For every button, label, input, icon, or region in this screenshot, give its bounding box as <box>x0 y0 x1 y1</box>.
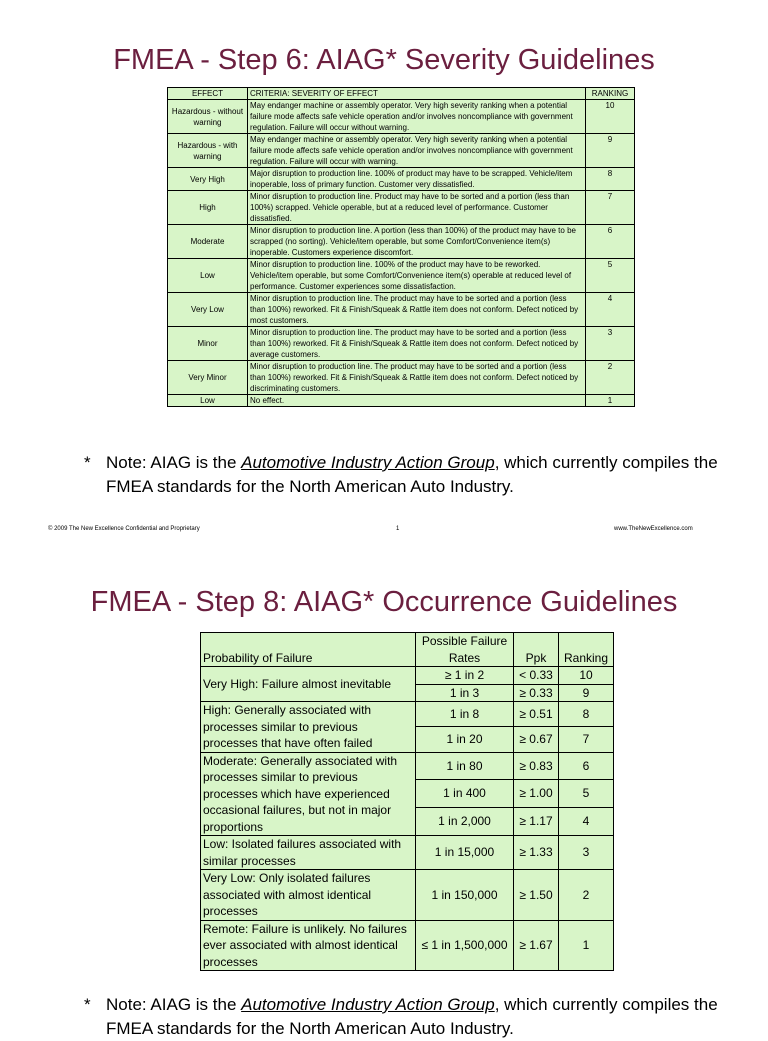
ranking-header: RANKING <box>586 88 635 100</box>
failure-rate-cell: 1 in 80 <box>416 752 514 780</box>
ranking-cell: 4 <box>586 293 635 327</box>
criteria-cell: Minor disruption to production line. The product may have to be sorted and a portion (less than 100%) reworked. Fit & Finish/Squeak & Rattle item does not conform. Defect noticed by discriminating customers. <box>248 361 586 395</box>
failure-rate-cell: 1 in 8 <box>416 702 514 727</box>
criteria-header: CRITERIA: SEVERITY OF EFFECT <box>248 88 586 100</box>
footer-copyright: © 2009 The New Excellence Confidential and Proprietary <box>48 526 200 532</box>
failure-rates-header: Possible Failure Rates <box>416 633 514 667</box>
effect-header: EFFECT <box>168 88 248 100</box>
occurrence-ranking-cell: 6 <box>559 752 614 780</box>
ppk-cell: ≥ 1.50 <box>514 870 559 921</box>
effect-cell: Hazardous - without warning <box>168 100 248 134</box>
occurrence-row <box>201 702 614 727</box>
severity-row <box>168 395 635 407</box>
failure-rate-cell: ≥ 1 in 2 <box>416 667 514 685</box>
failure-rate-cell: 1 in 3 <box>416 684 514 702</box>
probability-header: Probability of Failure <box>201 633 416 667</box>
criteria-cell: Minor disruption to production line. Product may have to be sorted and a portion (less than 100%) scrapped. Vehicle operable, but at a reduced level of performance. Customer dissatisfied. <box>248 191 586 225</box>
probability-cell: Remote: Failure is unlikely. No failures ever associated with almost identical processes <box>201 920 416 971</box>
aiag-link[interactable]: Automotive Industry Action Group <box>241 453 495 472</box>
probability-cell: Moderate: Generally associated with processes similar to previous processes which have experienced occasional failures, but not in major proportions <box>201 752 416 836</box>
occurrence-ranking-cell: 8 <box>559 702 614 727</box>
criteria-cell: May endanger machine or assembly operator. Very high severity ranking when a potential failure mode affects safe vehicle operation and/or involves noncompliance with government regulation. Failure will occur without warning. <box>248 100 586 134</box>
severity-row <box>168 225 635 259</box>
severity-row <box>168 327 635 361</box>
ranking-cell: 7 <box>586 191 635 225</box>
criteria-cell: Major disruption to production line. 100% of product may have to be scrapped. Vehicle/item inoperable, loss of primary function. Customer very dissatisfied. <box>248 168 586 191</box>
note-suffix: , which currently compiles the FMEA standards for the North American Auto Industry. <box>106 453 718 496</box>
effect-cell: Hazardous - with warning <box>168 134 248 168</box>
ppk-cell: ≥ 0.33 <box>514 684 559 702</box>
occurrence-ranking-cell: 9 <box>559 684 614 702</box>
effect-cell: Minor <box>168 327 248 361</box>
failure-rate-cell: 1 in 2,000 <box>416 808 514 836</box>
severity-row <box>168 361 635 395</box>
failure-rate-cell: 1 in 150,000 <box>416 870 514 921</box>
probability-cell: Low: Isolated failures associated with similar processes <box>201 836 416 870</box>
criteria-cell: May endanger machine or assembly operator. Very high severity ranking when a potential failure mode affects safe vehicle operation and/or involves noncompliance with government regulation. Failure will occur with warning. <box>248 134 586 168</box>
ppk-cell: ≥ 1.17 <box>514 808 559 836</box>
occurrence-row <box>201 667 614 685</box>
ranking-cell: 2 <box>586 361 635 395</box>
footer-website[interactable]: www.TheNewExcellence.com <box>614 526 693 532</box>
severity-slide-title: FMEA - Step 6: AIAG* Severity Guidelines <box>113 44 655 76</box>
failure-rate-cell: 1 in 15,000 <box>416 836 514 870</box>
ranking-cell: 5 <box>586 259 635 293</box>
effect-cell: Very Minor <box>168 361 248 395</box>
ppk-cell: ≥ 0.51 <box>514 702 559 727</box>
note-asterisk: * <box>84 453 91 472</box>
note-asterisk: * <box>84 995 91 1014</box>
severity-row <box>168 134 635 168</box>
criteria-cell: Minor disruption to production line. The product may have to be sorted and a portion (less than 100%) reworked. Fit & Finish/Squeak & Rattle item does not conform. Defect noticed by most customers. <box>248 293 586 327</box>
occurrence-ranking-cell: 10 <box>559 667 614 685</box>
severity-row <box>168 191 635 225</box>
ppk-cell: < 0.33 <box>514 667 559 685</box>
ppk-cell: ≥ 1.33 <box>514 836 559 870</box>
ranking-cell: 3 <box>586 327 635 361</box>
note-prefix: Note: AIAG is the <box>106 453 242 472</box>
severity-table <box>167 87 635 407</box>
ranking-cell: 6 <box>586 225 635 259</box>
effect-cell: Very Low <box>168 293 248 327</box>
occurrence-ranking-cell: 3 <box>559 836 614 870</box>
ranking-cell: 9 <box>586 134 635 168</box>
criteria-cell: Minor disruption to production line. 100% of the product may have to be reworked. Vehicle/item operable, but some Comfort/Convenience item(s) operable at reduced level of performance. Customer experiences some dissatisfaction. <box>248 259 586 293</box>
effect-cell: High <box>168 191 248 225</box>
severity-row <box>168 100 635 134</box>
probability-cell: Very High: Failure almost inevitable <box>201 667 416 702</box>
severity-row <box>168 259 635 293</box>
note-suffix: , which currently compiles the FMEA standards for the North American Auto Industry. <box>106 995 718 1038</box>
note-prefix: Note: AIAG is the <box>106 995 242 1014</box>
failure-rate-cell: 1 in 400 <box>416 780 514 808</box>
effect-cell: Low <box>168 259 248 293</box>
occurrence-ranking-cell: 5 <box>559 780 614 808</box>
ppk-cell: ≥ 1.00 <box>514 780 559 808</box>
severity-row <box>168 293 635 327</box>
occurrence-row <box>201 752 614 780</box>
severity-note <box>84 451 744 499</box>
ranking-cell: 1 <box>586 395 635 407</box>
probability-cell: High: Generally associated with processes similar to previous processes that have often failed <box>201 702 416 753</box>
effect-cell: Low <box>168 395 248 407</box>
criteria-cell: Minor disruption to production line. A portion (less than 100%) of the product may have to be scrapped (no sorting). Vehicle/item operable, but some Comfort/Convenience item(s) inoperable. Customers experience discomfort. <box>248 225 586 259</box>
occurrence-ranking-cell: 2 <box>559 870 614 921</box>
ppk-cell: ≥ 1.67 <box>514 920 559 971</box>
effect-cell: Moderate <box>168 225 248 259</box>
occurrence-row <box>201 836 614 870</box>
ppk-header: Ppk <box>514 633 559 667</box>
occurrence-ranking-cell: 1 <box>559 920 614 971</box>
footer-page-number: 1 <box>396 526 400 532</box>
occurrence-header-row <box>201 633 614 667</box>
occurrence-table <box>200 632 614 971</box>
occurrence-ranking-cell: 7 <box>559 727 614 752</box>
occurrence-note <box>84 993 744 1041</box>
occurrence-row <box>201 870 614 921</box>
severity-row <box>168 168 635 191</box>
ranking-cell: 8 <box>586 168 635 191</box>
criteria-cell: No effect. <box>248 395 586 407</box>
aiag-link[interactable]: Automotive Industry Action Group <box>241 995 495 1014</box>
criteria-cell: Minor disruption to production line. The product may have to be sorted and a portion (less than 100%) reworked. Fit & Finish/Squeak & Rattle item does not conform. Defect noticed by average customers. <box>248 327 586 361</box>
ppk-cell: ≥ 0.67 <box>514 727 559 752</box>
failure-rate-cell: ≤ 1 in 1,500,000 <box>416 920 514 971</box>
probability-cell: Very Low: Only isolated failures associated with almost identical processes <box>201 870 416 921</box>
occurrence-ranking-cell: 4 <box>559 808 614 836</box>
failure-rate-cell: 1 in 20 <box>416 727 514 752</box>
ppk-cell: ≥ 0.83 <box>514 752 559 780</box>
effect-cell: Very High <box>168 168 248 191</box>
occurrence-ranking-header: Ranking <box>559 633 614 667</box>
ranking-cell: 10 <box>586 100 635 134</box>
occurrence-slide-title: FMEA - Step 8: AIAG* Occurrence Guidelines <box>90 586 678 618</box>
occurrence-row <box>201 920 614 971</box>
severity-header-row <box>168 88 635 100</box>
